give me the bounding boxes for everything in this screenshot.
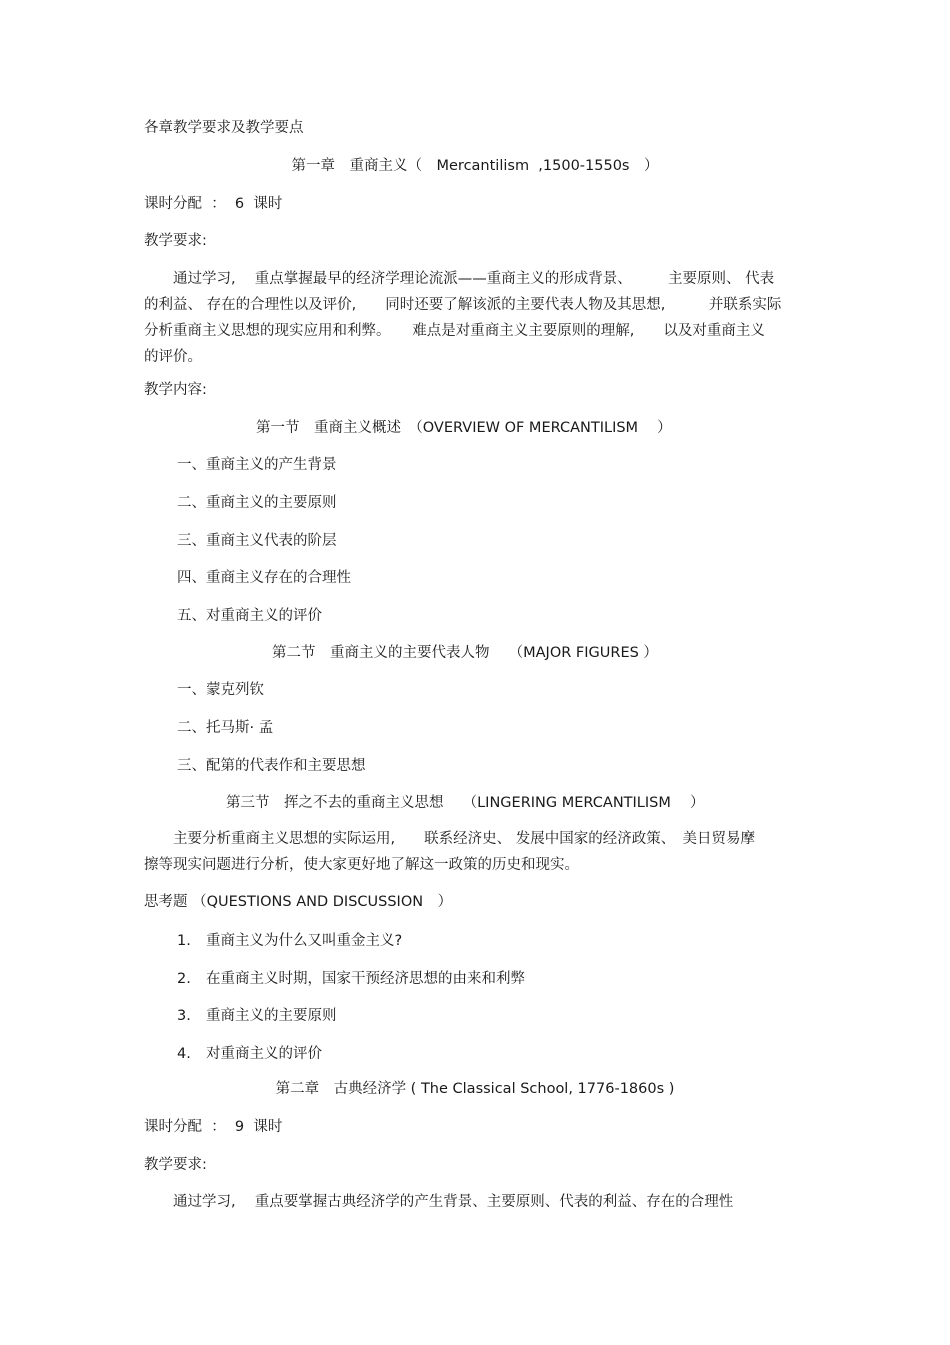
question-item	[177, 1006, 337, 1026]
chapter-1-requirements-paragraph	[144, 266, 804, 370]
section-3-paragraph	[144, 826, 804, 878]
question-item	[177, 1044, 322, 1064]
section-1-item: 五、对重商主义的评价	[177, 608, 322, 624]
chapter-1-hours: 课时分配 ： 6 课时	[144, 196, 283, 212]
chapter-1-title: 第一章 重商主义（ Mercantilism ,1500-1550s ）	[291, 158, 659, 174]
chapter-2-title: 第二章 古典经济学 ( The Classical School, 1776-1860s )	[275, 1081, 675, 1097]
paragraph-line: 的利益、 存在的合理性以及评价, 同时还要了解该派的主要代表人物及其思想, 并联系实际	[144, 297, 782, 313]
chapter-2-hours: 课时分配 ： 9 课时	[144, 1119, 283, 1135]
section-2-item: 三、配第的代表作和主要思想	[177, 758, 366, 774]
section-1-item: 二、重商主义的主要原则	[177, 495, 337, 511]
question-item	[177, 931, 402, 951]
section-2-title: 第二节 重商主义的主要代表人物 （MAJOR FIGURES ）	[272, 645, 658, 661]
section-2-item: 二、托马斯· 孟	[177, 720, 274, 736]
question-text: 重商主义为什么又叫重金主义?	[206, 933, 403, 949]
question-text: 重商主义的主要原则	[206, 1008, 337, 1024]
question-number: 4.	[177, 1046, 191, 1062]
paragraph-line: 的评价。	[144, 349, 202, 365]
paragraph-line: 擦等现实问题进行分析，使大家更好地了解这一政策的历史和现实。	[144, 857, 579, 873]
document-header: 各章教学要求及教学要点	[144, 120, 304, 136]
chapter-2-requirements-label: 教学要求:	[144, 1157, 207, 1173]
chapter-1-requirements-label: 教学要求:	[144, 233, 207, 249]
question-item	[177, 969, 525, 989]
question-number: 2.	[177, 971, 191, 987]
question-text: 对重商主义的评价	[206, 1046, 322, 1062]
section-1-title: 第一节 重商主义概述 （OVERVIEW OF MERCANTILISM ）	[256, 420, 672, 436]
paragraph-line: 主要分析重商主义思想的实际运用, 联系经济史、 发展中国家的经济政策、 美日贸易摩	[144, 831, 755, 847]
questions-title: 思考题 （QUESTIONS AND DISCUSSION ）	[144, 894, 453, 910]
section-2-item: 一、蒙克列钦	[177, 682, 264, 698]
question-number: 3.	[177, 1008, 191, 1024]
chapter-1-content-label: 教学内容:	[144, 382, 207, 398]
section-1-item: 四、重商主义存在的合理性	[177, 570, 351, 586]
paragraph-line: 通过学习, 重点掌握最早的经济学理论流派——重商主义的形成背景、 主要原则、 代表	[144, 271, 775, 287]
section-3-title: 第三节 挥之不去的重商主义思想 （LINGERING MERCANTILISM ）	[226, 795, 705, 811]
section-1-item: 三、重商主义代表的阶层	[177, 533, 337, 549]
question-text: 在重商主义时期，国家干预经济思想的由来和利弊	[206, 971, 525, 987]
paragraph-line: 分析重商主义思想的现实应用和利弊。 难点是对重商主义主要原则的理解, 以及对重商主义	[144, 323, 765, 339]
section-1-item: 一、重商主义的产生背景	[177, 457, 337, 473]
chapter-2-requirements-line: 通过学习, 重点要掌握古典经济学的产生背景、主要原则、代表的利益、存在的合理性	[144, 1194, 734, 1210]
question-number: 1.	[177, 933, 191, 949]
